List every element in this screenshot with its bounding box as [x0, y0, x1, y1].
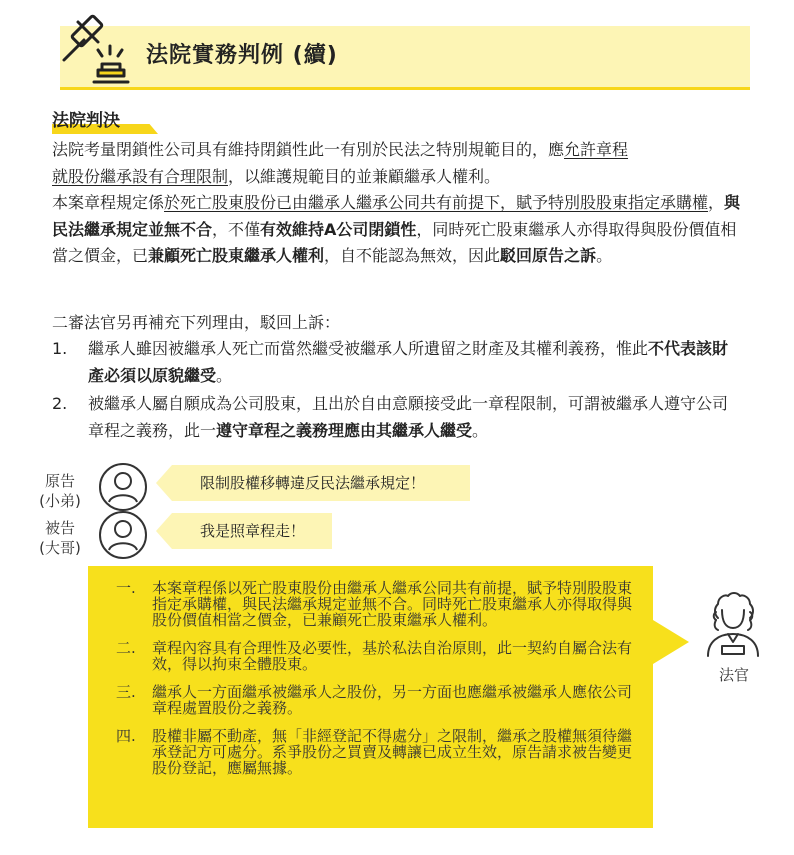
text-span: 本案章程規定係 — [52, 193, 165, 212]
defendant-relation: (大哥) — [39, 539, 81, 557]
defendant-label — [30, 518, 90, 558]
ruling-text: 章程內容具有合理性及必要性，基於私法自治原則，此一契約自屬合法有效，得以拘束全體股東。 — [152, 639, 633, 673]
gavel-icon — [54, 10, 134, 90]
plaintiff-label — [30, 471, 90, 511]
ruling-number: 一. — [116, 579, 136, 597]
plaintiff-speech-bubble: 限制股權移轉違反民法繼承規定！ — [172, 465, 470, 501]
ruling-list — [116, 580, 636, 788]
section-heading-label: 法院判決 — [52, 111, 120, 131]
ruling-number: 四. — [116, 727, 136, 745]
text-span: 法院考量閉鎖性公司具有維持閉鎖性此一有別於民法之特別規範目的，應 — [52, 140, 565, 159]
ruling-text: 股權非屬不動產，無「非經登記不得處分」之限制，繼承之股權無須待繼承登記方可處分。系爭股份之買賣及轉讓已成立生效，原告請求被告變更股份登記，應屬無據。 — [152, 727, 633, 777]
text-span: ，同時死亡股東繼承人亦得取得與股份價值相當之價金，已 — [52, 219, 737, 265]
text-span: 。 — [596, 246, 613, 265]
ruling-text: 本案章程係以死亡股東股份由繼承人繼承公同共有前提，賦予特別股股東指定承購權，與民法繼承規定並無不合。同時死亡股東繼承人亦得取得與股份價值相當之價金，已兼顧死亡股東繼承人權利。 — [152, 579, 633, 629]
reason-text: 繼承人雖因被繼承人死亡而當然繼受被繼承人所遺留之財產及其權利義務，惟此 — [88, 339, 649, 358]
text-span: ，自不能認為無效，因此 — [324, 246, 501, 265]
plaintiff-role: 原告 — [44, 472, 75, 490]
text-span: ， — [708, 193, 725, 212]
reason-list-item-2 — [52, 391, 742, 448]
paragraph-second-instance: 二審法官另再補充下列理由，駁回上訴： — [52, 313, 341, 332]
reason-text: 。 — [216, 365, 233, 385]
ruling-text: 繼承人一方面繼承被繼承人之股份，另一方面也應繼承被繼承人應依公司章程處置股份之義務。 — [152, 683, 633, 717]
text-span-bold: 有效維持A公司閉鎖性 — [260, 219, 417, 239]
ruling-item-3 — [116, 684, 636, 716]
ruling-number: 二. — [116, 639, 136, 657]
judge-ruling-box — [88, 566, 653, 828]
text-span: ，不僅 — [212, 219, 261, 239]
section-heading — [52, 106, 120, 134]
judge-icon — [700, 588, 766, 658]
reason-text-bold: 不代表該財產必須以原貌繼受 — [88, 339, 729, 385]
text-span-bold: 兼顧死亡股東繼承人權利 — [148, 246, 325, 265]
page-title: 法院實務判例 (續) — [146, 43, 338, 68]
header-banner — [50, 8, 750, 92]
text-span-bold: 與民法繼承規定並無不合 — [52, 193, 741, 239]
paragraph-court-consideration — [52, 137, 742, 190]
text-span-underlined: 就股份繼承設有合理限制 — [52, 166, 229, 186]
reason-text: 。 — [472, 420, 489, 440]
reason-number: 2. — [52, 394, 68, 413]
plaintiff-avatar-icon — [98, 462, 148, 512]
ruling-item-2 — [116, 640, 636, 672]
defendant-avatar-icon — [98, 510, 148, 560]
text-span-underlined: 於死亡股東股份已由繼承人繼承公同共有前提下，賦予特別股股東指定承購權 — [164, 193, 709, 212]
paragraph-articles-ruling — [52, 190, 742, 270]
text-span-underlined: 允許章程 — [564, 140, 629, 159]
judge-label: 法官 — [718, 666, 749, 684]
reason-list-item-1 — [52, 336, 742, 393]
defendant-role: 被告 — [44, 519, 75, 537]
defendant-speech-bubble: 我是照章程走！ — [172, 513, 332, 549]
reason-text: 被繼承人屬自願成為公司股東，且出於自由意願接受此一章程限制，可謂被繼承人遵守公司章程之義務，此一 — [88, 394, 729, 440]
text-span-bold: 駁回原告之訴 — [500, 246, 597, 265]
ruling-item-1 — [116, 580, 636, 628]
ruling-number: 三. — [116, 683, 136, 701]
reason-number: 1. — [52, 339, 68, 358]
reason-text-bold: 遵守章程之義務理應由其繼承人繼受 — [216, 420, 473, 440]
text-span: ，以維護規範目的並兼顧繼承人權利。 — [228, 166, 501, 186]
ruling-item-4 — [116, 728, 636, 776]
plaintiff-relation: (小弟) — [39, 492, 81, 510]
